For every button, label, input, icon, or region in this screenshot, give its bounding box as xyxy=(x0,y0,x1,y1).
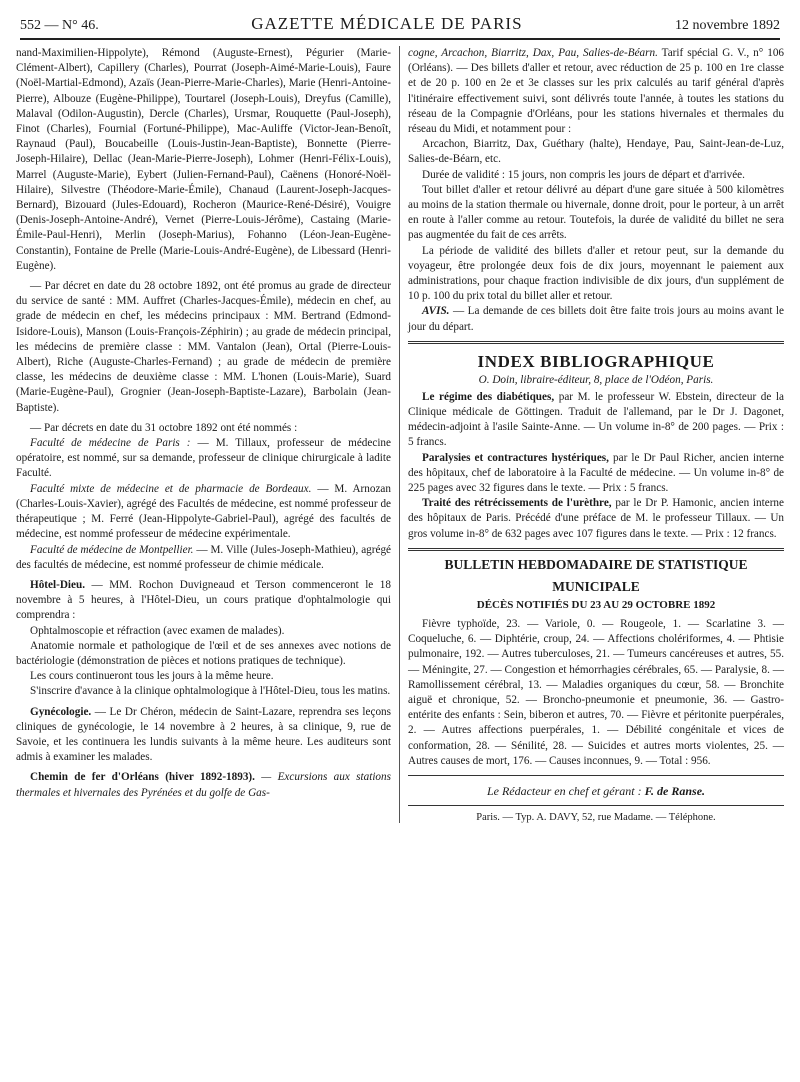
decree-oct-28: — Par décret en date du 28 octobre 1892, ont été promus au grade de directeur du service de santé : MM. Auffret (Charles-Jacques-Émile), médecin en chef, au grade de médecin en chef, les médecins principaux : MM. Bertrand (Edmond-Isidore-Louis), Manson (Louis-François-Zéphirin) ; au grade de médecin principal, les médecins de première classe : MM. Vantalon (Jean), Ortal (Pierre-Louis-Albert), Riche (Auguste-Charles-Fernand) ; au grade de médecin de première classe, les médecins de deuxième classe : MM. L'honen (Louis-Marie), Suard (Marie-Eugène-Paul), Grognier (Jean-Joseph-Baptiste-Lazare), Barbolain (Jean-Baptiste). xyxy=(16,280,391,414)
stations-list: Arcachon, Biarritz, Dax, Guéthary (halte), Hendaye, Pau, Saint-Jean-de-Luz, Salies-de-Béarn, etc. xyxy=(408,138,784,166)
two-column-body xyxy=(16,46,784,823)
extension-rule: La période de validité des billets d'aller et retour peut, sur la demande du voyageur, être prolongée deux fois de dix jours, moyennant le paiement aux administrations, pour chaque fraction indivisible de dix jours, d'un supplément de 10 p. 100 du prix total du billet aller et retour. xyxy=(408,244,784,303)
journal-title: GAZETTE MÉDICALE DE PARIS xyxy=(251,14,523,33)
ophthalmology-topic-1: Ophtalmoscopie et réfraction (avec examen de malades). xyxy=(30,624,285,637)
stopover-rule: Tout billet d'aller et retour délivré au départ d'une gare située à 500 kilomètres au moins de la station thermale ou hivernale, donne droit, pour le porteur, à un arrêt en route à l'aller comme au retour. Toutefois, la durée de validité du billet ne sera pas augmentée du fait de ces arrêts. xyxy=(408,183,784,242)
registration-note: S'inscrire d'avance à la clinique ophtalmologique à l'Hôtel-Dieu, tous les matins. xyxy=(30,685,391,698)
section-divider xyxy=(408,341,784,344)
issue-date: 12 novembre 1892 xyxy=(675,18,780,33)
promotion-list: nand-Maximilien-Hippolyte), Rémond (Auguste-Ernest), Pégurier (Marie-Clément-Albert), Capillery (Charles), Pourrat (Joseph-Aimé-Marie-Louis), Faure (Noël-Martial-Edmond), Azaïs (Jean-Pierre-Marie-Charles), Marie (Henri-Antoine-Pierre), Albouze (Eugène-Philippe), Tourtarel (Joseph-Louis), Dreyfus (Camille), Malaval (Odilon-Augustin), Dercle (Charles), Ursmar, Rouquette (Paul-Joseph), Finot (Charles), Fournial (Fortuné-Philippe), Mac-Auliffe (Victor-Jean-Benoît, Raynaud (Paul), Boucabeille (Louis-Justin-Jean-Baptiste), Bonnette (Pierre-Joseph-Hilaire), Dellac (Jean-Marie-Pierre-Joseph), Lohmer (Henri-Félix-Louis), Marrel (Auguste-Marie), Eybert (Julien-Fernand-Paul), Caënens (Honoré-Noël-Hilaire), Silvestre (Théodore-Marie-Émile), Chanaud (Laurent-Joseph-Jacques-Bernard), Bizouard (Jules-Edouard), Rocheron (Maurice-René-Désiré), Vouigre (Denis-Joseph-Antoine-André), Vernet (Pierre-Louis-Jérôme), Castaing (Marie-Émile-Paul-Henri), Merlin (Joseph-Marius), Fohanno (Léon-Jean-Eugène-Constantin), Fontaine de Prelle (Marie-Louis-André-Eugène), de Libessard (Henri-Eugène). xyxy=(16,47,391,272)
faculty-paris: Faculté de médecine de Paris : — M. Tillaux, professeur de médecine opératoire, est nommé, sur sa demande, professeur de clinique chirurgicale à ladite Faculté. xyxy=(16,437,391,480)
section-divider xyxy=(408,805,784,806)
bulletin-subtitle: MUNICIPALE xyxy=(552,578,640,594)
book-entry: Le régime des diabétiques, par M. le professeur W. Ebstein, directeur de la Clinique médicale de Göttingen. Traduit de l'allemand, par le Dr J. Dagonet, médecin-adjoint à l'asile Sainte-Anne. — Un volume in-8° de 200 pages. — Prix : 5 francs. xyxy=(408,390,784,449)
validity-duration: Durée de validité : 15 jours, non compris les jours de départ et d'arrivée. xyxy=(422,168,745,181)
printer-line: Paris. — Typ. A. DAVY, 52, rue Madame. — Téléphone. xyxy=(476,811,716,823)
page-number: 552 xyxy=(20,18,41,33)
ophthalmology-topic-2: Anatomie normale et pathologique de l'œil et de ses annexes avec notions de bactériologie (démonstration de pièces et notions pratiques de technique). xyxy=(16,639,391,667)
bulletin-title: BULLETIN HEBDOMADAIRE DE STATISTIQUE xyxy=(444,556,748,572)
page-header xyxy=(20,14,780,40)
left-column xyxy=(16,46,400,823)
faculty-montpellier: Faculté de médecine de Montpellier. — M. Ville (Jules-Joseph-Mathieu), agrégé des facultés de médecine, est nommé professeur de chimie médicale. xyxy=(16,543,392,571)
avis-label: AVIS. xyxy=(422,305,450,318)
railway-tariff: cogne, Arcachon, Biarritz, Dax, Pau, Salies-de-Béarn. Tarif spécial G. V., n° 106 (Orléans). — Des billets d'aller et retour, avec réduction de 25 p. 100 en 1re classe et de 20 p. 100 en 2e et 3e classes sur les prix calculés au tarif général d'après l'itinéraire effectivement suivi, sont délivrés toute l'année, à toutes les stations du réseau de la Compagnie d'Orléans, pour les stations hivernales et thermales du réseau du Midi, et notamment pour : xyxy=(408,47,785,136)
railway-label: Chemin de fer d'Orléans (hiver 1892-1893). xyxy=(30,771,255,784)
book-title: Traité des rétrécissements de l'urèthre, xyxy=(422,497,612,510)
gynecology-label: Gynécologie. xyxy=(30,705,92,718)
faculty-paris-label: Faculté de médecine de Paris : xyxy=(30,437,191,450)
book-title: Le régime des diabétiques, xyxy=(422,390,555,403)
book-entry: Traité des rétrécissements de l'urèthre, par le Dr P. Hamonic, ancien interne des hôpitaux de Paris. Précédé d'une préface de M. le professeur Tillaux. — Un gros volume in-8° de 632 pages avec 107 figures dans le texte. — Prix : 12 francs. xyxy=(408,497,784,540)
avis-notice: AVIS. — La demande de ces billets doit être faite trois jours au moins avant le jour du départ. xyxy=(408,305,784,333)
decree-oct-31-intro: — Par décrets en date du 31 octobre 1892 ont été nommés : xyxy=(30,421,298,434)
editor-name: F. de Ranse. xyxy=(641,783,706,798)
issue-number: N° 46. xyxy=(62,18,99,33)
section-divider xyxy=(408,775,784,776)
index-bibliographique-title: INDEX BIBLIOGRAPHIQUE xyxy=(477,351,715,371)
book-title: Paralysies et contractures hystériques, xyxy=(422,451,609,464)
page-number-issue: 552 — N° 46. xyxy=(20,18,99,33)
faculty-bordeaux-label: Faculté mixte de médecine et de pharmacie de Bordeaux. xyxy=(30,482,312,495)
editor-line: Le Rédacteur en chef et gérant : F. de Ranse. xyxy=(486,783,706,798)
deaths-period: DÉCÈS NOTIFIÉS DU 23 AU 29 OCTOBRE 1892 xyxy=(476,598,716,611)
book-entry: Paralysies et contractures hystériques, par le Dr Paul Richer, ancien interne des hôpitaux, chef de laboratoire à la Faculté de médecine. — Un volume in-8° de 225 pages avec 32 figures dans le texte. — Prix : 5 francs. xyxy=(408,451,785,495)
section-divider xyxy=(408,548,784,551)
railway-notice: Chemin de fer d'Orléans (hiver 1892-1893). — Excursions aux stations thermales et hivernales des Pyrénées et du golfe de Gas- xyxy=(16,771,391,799)
faculty-bordeaux: Faculté mixte de médecine et de pharmacie de Bordeaux. — M. Arnozan (Charles-Louis-Xavier), agrégé des Facultés de médecine, est nommé professeur de thérapeutique ; M. Ferré (Jean-Hippolyte-Gabriel-Paul), agrégé des facultés de médecine, est nommé professeur de médecine expérimentale. xyxy=(16,482,391,541)
hotel-dieu-notice: Hôtel-Dieu. — MM. Rochon Duvigneaud et Terson commenceront le 18 novembre à 5 heures, à l'Hôtel-Dieu, un cours pratique d'ophtalmologie qui comprendra : xyxy=(16,578,391,622)
right-column xyxy=(400,46,784,823)
hotel-dieu-label: Hôtel-Dieu. xyxy=(30,578,85,591)
faculty-montpellier-label: Faculté de médecine de Montpellier. xyxy=(30,543,194,556)
course-schedule: Les cours continueront tous les jours à la même heure. xyxy=(30,670,274,683)
publisher-line: O. Doin, libraire-éditeur, 8, place de l'Odéon, Paris. xyxy=(478,373,714,386)
mortality-statistics: Fièvre typhoïde, 23. — Variole, 0. — Rougeole, 1. — Scarlatine 3. — Coqueluche, 6. — Diphtérie, croup, 24. — Affections cholériformes, 4. — Phtisie pulmonaire, 192. — Autres tuberculoses, 21. — Tumeurs cancéreuses et autres, 55. — Méningite, 27. — Congestion et hémorrhagies cérébrales, 65. — Paralysie, 8. — Ramollissement cérébral, 13. — Maladies organiques du cœur, 58. — Bronchite aiguë et chronique, 52. — Broncho-pneumonie et pneumonie, 36. — Gastro-entérite des enfants : Sein, biberon et autres, 70. — Fièvre et péritonite puerpérales, 2. — Autres affections puerpérales, 1. — Débilité congénitale et vices de conformation, 28. — Sénilité, 28. — Suicides et autres morts violentes, 25. — Autres causes de mort, 176. — Causes inconnues, 9. — Total : 956. xyxy=(408,617,784,767)
gynecology-notice: Gynécologie. — Le Dr Chéron, médecin de Saint-Lazare, reprendra ses leçons cliniques de gynécologie, le 14 novembre à 2 heures, à sa clinique, 9, rue de Savoie, et les continuera les lundis suivants à la même heure. Les auditeurs sont admis à examiner les malades. xyxy=(16,705,391,764)
